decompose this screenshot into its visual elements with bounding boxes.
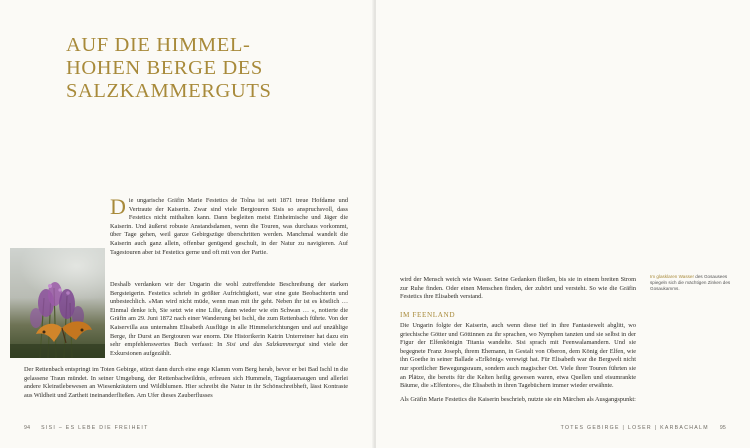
left-footer: [24, 425, 149, 431]
chapter-title: [66, 34, 316, 103]
drop-cap: D: [110, 194, 126, 219]
right-paragraph-3: Als Gräfin Marie Festetics die Kaiserin beschrieb, nutzte sie ein Märchen als Ausgangspunkt:: [400, 396, 636, 403]
right-paragraph-1: wird der Mensch weich wie Wasser. Seine Gedanken fließen, bis sie in einem breiten Strom zur Ruhe finden. Oder einen Menschen finden, der zuhört und versteht. So wie die Gräfin Festetics ihre Elisabeth verstand.: [400, 276, 636, 301]
page-number-left: 94: [24, 425, 31, 431]
photo-caption: [650, 274, 744, 292]
running-head-right: TOTES GEBIRGE | LOSER | KARBACHALM: [560, 425, 709, 431]
title-line-1: AUF DIE HIMMEL-: [66, 34, 251, 56]
intro-text: ie ungarische Gräfin Marie Festetics de Tolna ist seit 1871 treue Hofdame und Vertraute der Kaiserin. Zwar sind viele Bergtouren Sisis so anspruchsvoll, dass Festetics nicht mithalten kann. Dann begleiten meist Einheimische und Jäger die Kaiserin. Und äußerst robuste Anstandsdamen, wenn die Touren, was durchaus vorkommt, über Tage gehen, weil ganze Gebirgszüge überschritten werden. Manchmal wandelt die Kaiserin auch ganz allein, offenbar genügend geschult, in der Natur zu navigieren. Auf Tagestouren aber ist Festetics gerne und oft mit von der Partie.: [110, 197, 348, 256]
paragraph-3: Der Rettenbach entspringt im Toten Gebirge, stürzt dann durch eine enge Klamm vom Berg herab, bevor er bei Bad Ischl in die gelassene Traun mündet. In seiner Umgebung, der Rettenbachwildnis, erfreuen sich Hummeln, Tagpfauenaugen und allerlei andere Kleinstlebewesen an Wiesenkräutern und Wildblumen. Hier schreibt die Natur in ihr Schönschreibheft, lässt Kontraste aus Wildheit und Zartheit ineinanderfließen. Am Ufer dieses Zauberflusses: [24, 366, 348, 399]
left-page: [0, 0, 374, 448]
paragraph-2-text: Deshalb verdanken wir der Ungarin die wohl zutreffendste Beschreibung der starken Bergsteigerin. Festetics schrieb in größter Aufrichtigkeit, war eine gute Beobachterin und unbestechlich. »Man wird nicht müde, wenn man mit ihr geht. Neben ihr ist es köstlich … Einmal denke ich, Sie setzt wie eine Lilie, dann wieder wie ein Schwan … «, notierte die Gräfin am 29. Juni 1872 nach einer Wanderung bei Ischl, die zum Rettenbach führte. Von der Kaiservilla aus unternahm Elisabeth Ausflüge in alle Himmelsrichtungen und auf unzählige Berge, ihr Durst an Bergtouren war enorm. Die Historikerin Katrin Unterreiner hat dazu ein sehr empfehlenswertes Buch verfasst: In: [110, 281, 348, 349]
book-title: Sisi und das Salzkammergut: [226, 341, 305, 349]
paragraph-2-end: sind viele der Exkursionen aufgezählt.: [110, 341, 348, 357]
section-heading: IM FEENLAND: [400, 311, 456, 319]
right-footer: [561, 425, 726, 431]
caption-text: des Gosausees spiegeln sich die mächtigen Zinken des Gosaukamms.: [650, 274, 731, 291]
paragraph-2: [110, 281, 348, 358]
title-line-3: SALZKAMMERGUTS: [66, 80, 272, 102]
flower-meadow-photo: [10, 248, 105, 358]
flower-photo-illustration: [10, 248, 105, 358]
caption-highlight: Im glasklaren Wasser: [650, 274, 694, 279]
page-number-right: 95: [719, 425, 726, 431]
title-line-2: HOHEN BERGE DES: [66, 57, 263, 79]
running-head-left: SISI – ES LEBE DIE FREIHEIT: [41, 425, 149, 431]
intro-paragraph: [110, 194, 348, 257]
right-paragraph-2: Die Ungarin folgte der Kaiserin, auch wenn diese tief in ihre Fantasiewelt abglitt, wo griechische Götter und Göttinnen zu ihr sprachen, wo Nymphen tanzten und sie selbst in der Figur der Elfenkönigin Titania wandelte. Sisi sprach mit Feenwalamandern. Und sie begegnete Franz Joseph, ihrem Ehemann, in Gestalt von Oberon, dem König der Elfen, wie ihn Goethe in seiner Ballade »Erlkönig« verewigt hat. Für Elisabeth war die Bergwelt nicht nur sportlicher Bewegungsraum, sondern auch magischer Ort. Viele ihrer Touren führten sie an Plätze, die bereits für die Kelten heilig gewesen waren, etwa Quellen und eisumrankte Bäume, die »Elfentore«, die Elisabeth in ihren Tagebüchern immer wieder erwähnte.: [400, 322, 636, 390]
